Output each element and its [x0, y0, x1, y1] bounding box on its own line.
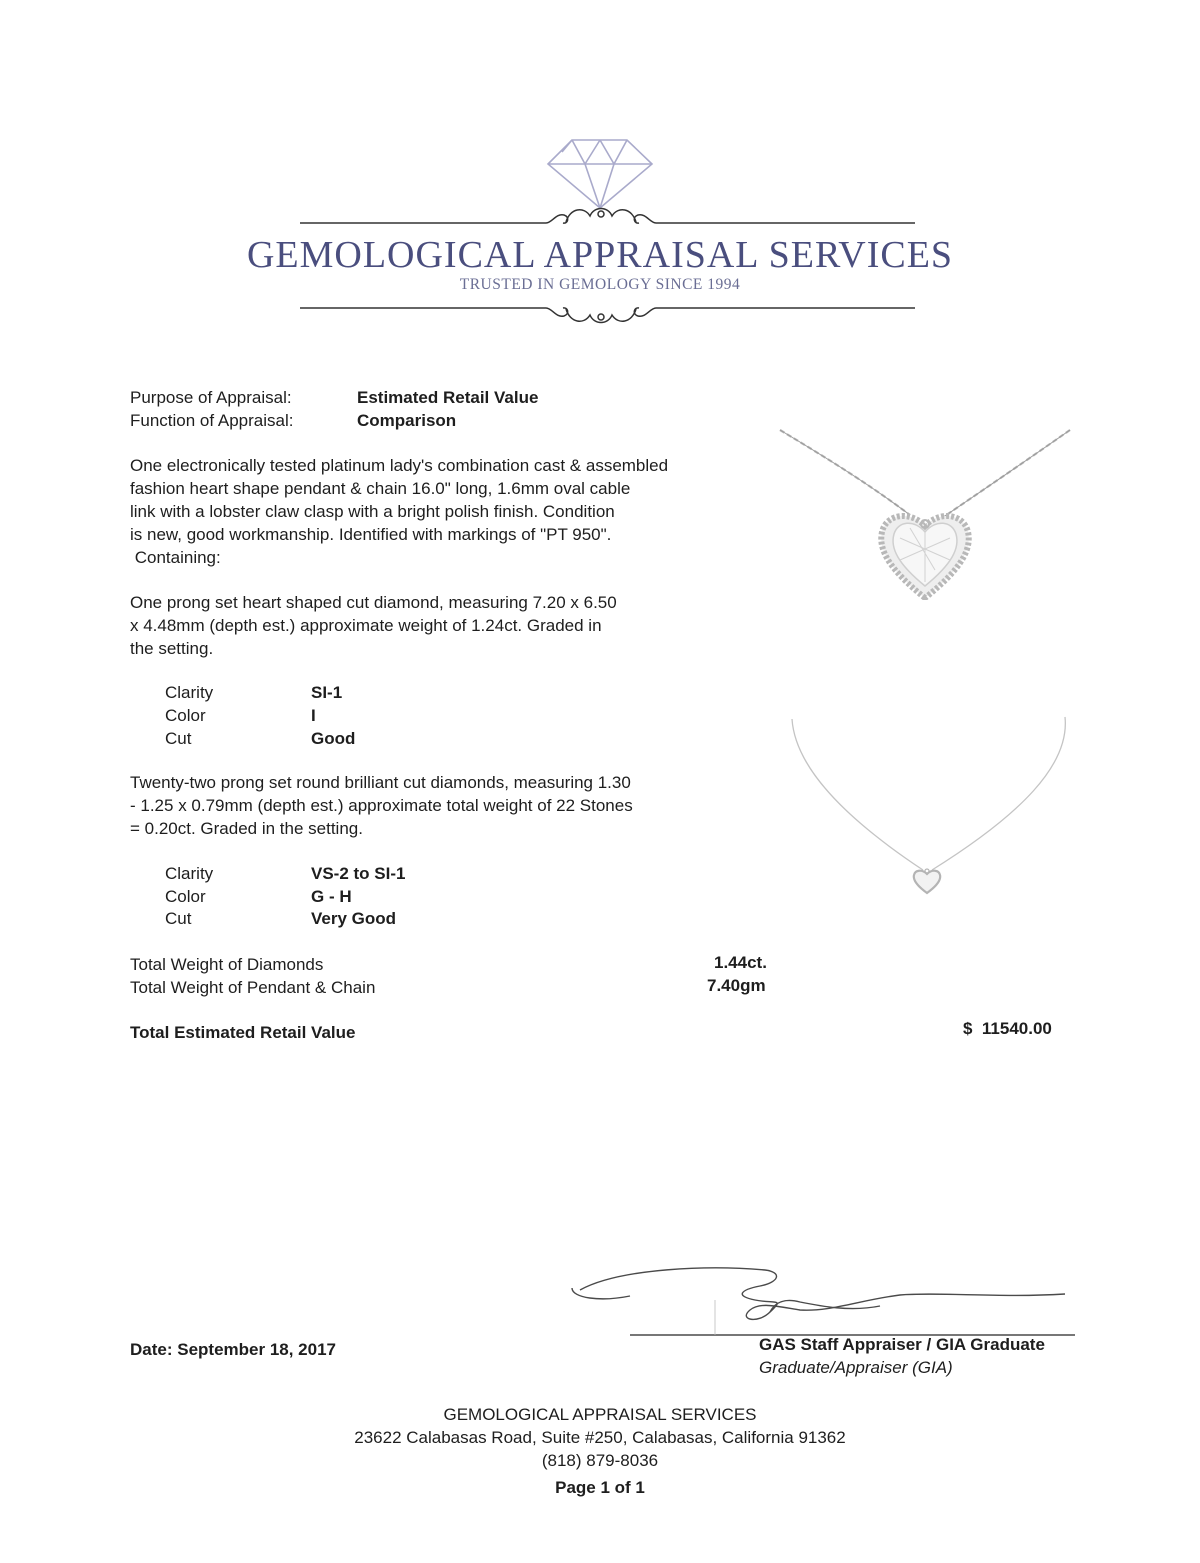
center-clarity-value: SI-1	[311, 683, 343, 702]
description-line: is new, good workmanship. Identified with markings of "PT 950".	[130, 525, 612, 544]
center-stone-description	[130, 591, 770, 660]
total-pendant-value: 7.40gm	[707, 976, 766, 995]
side-clarity-label: Clarity	[165, 864, 214, 883]
function-value: Comparison	[357, 411, 457, 430]
function-label: Function of Appraisal:	[130, 411, 294, 430]
total-retail-label: Total Estimated Retail Value	[130, 1023, 356, 1042]
center-color-label: Color	[165, 706, 206, 725]
side-stones-description	[130, 771, 770, 840]
description-line: One electronically tested platinum lady's combination cast & assembled	[130, 456, 669, 475]
company-tagline: TRUSTED IN GEMOLOGY SINCE 1994	[459, 276, 741, 293]
center-clarity-label: Clarity	[165, 683, 214, 702]
footer-company: GEMOLOGICAL APPRAISAL SERVICES	[443, 1405, 757, 1424]
total-diamonds-label: Total Weight of Diamonds	[130, 955, 324, 974]
center-stone-line: the setting.	[130, 639, 214, 658]
pendant-closeup-photo	[770, 420, 1080, 600]
center-stone-line: x 4.48mm (depth est.) approximate weight of 1.24ct. Graded in	[130, 616, 602, 635]
footer-address: 23622 Calabasas Road, Suite #250, Calabasas, California 91362	[354, 1428, 846, 1447]
description-line: fashion heart shape pendant & chain 16.0" long, 1.6mm oval cable	[130, 479, 631, 498]
side-stones-line: = 0.20ct. Graded in the setting.	[130, 819, 363, 838]
appraiser-signature	[560, 1240, 1090, 1340]
side-color-label: Color	[165, 887, 206, 906]
description-line: Containing:	[130, 548, 221, 567]
center-color-value: I	[311, 706, 316, 725]
item-description	[130, 454, 770, 569]
purpose-label: Purpose of Appraisal:	[130, 388, 292, 407]
side-stones-line: Twenty-two prong set round brilliant cut diamonds, measuring 1.30	[130, 773, 631, 792]
purpose-value: Estimated Retail Value	[357, 388, 539, 407]
side-cut-label: Cut	[165, 909, 192, 928]
total-retail-value: $ 11540.00	[963, 1019, 1052, 1038]
total-pendant-label: Total Weight of Pendant & Chain	[130, 978, 376, 997]
side-color-value: G - H	[311, 887, 352, 906]
company-logo	[0, 120, 1200, 350]
center-stone-line: One prong set heart shaped cut diamond, measuring 7.20 x 6.50	[130, 593, 617, 612]
appraisal-date: Date: September 18, 2017	[130, 1340, 336, 1359]
description-line: link with a lobster claw clasp with a bright polish finish. Condition	[130, 502, 615, 521]
page-number: Page 1 of 1	[555, 1478, 645, 1497]
center-cut-value: Good	[311, 729, 356, 748]
company-name: GEMOLOGICAL APPRAISAL SERVICES	[246, 234, 954, 276]
footer-phone: (818) 879-8036	[541, 1451, 659, 1470]
side-cut-value: Very Good	[311, 909, 397, 928]
center-cut-label: Cut	[165, 729, 192, 748]
necklace-full-photo	[780, 705, 1080, 905]
side-stones-line: - 1.25 x 0.79mm (depth est.) approximate total weight of 22 Stones	[130, 796, 633, 815]
side-clarity-value: VS-2 to SI-1	[311, 864, 406, 883]
appraiser-subtitle: Graduate/Appraiser (GIA)	[759, 1358, 953, 1377]
total-diamonds-value: 1.44ct.	[714, 953, 767, 972]
appraiser-title: GAS Staff Appraiser / GIA Graduate	[759, 1335, 1045, 1354]
